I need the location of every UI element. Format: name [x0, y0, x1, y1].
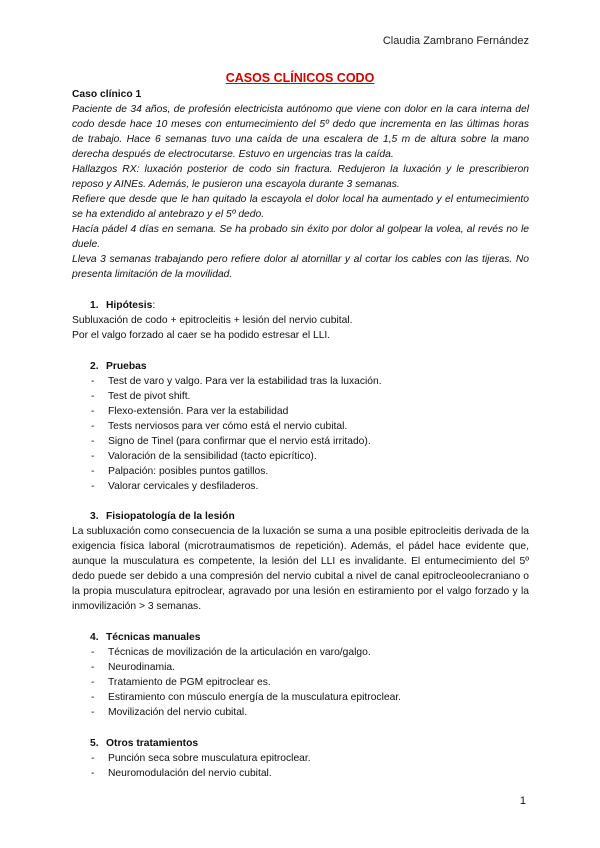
section-number: 1. [90, 300, 99, 311]
section-label: Técnicas manuales [106, 632, 201, 643]
section-pruebas [72, 359, 529, 494]
list-item: - Tratamiento de PGM epitroclear es. [72, 675, 529, 690]
list-item: - Test de varo y valgo. Para ver la estabilidad tras la luxación. [72, 374, 529, 389]
otros-list [72, 751, 529, 781]
section-number: 2. [90, 361, 99, 372]
document-title-text: CASOS CLÍNICOS CODO [225, 71, 375, 85]
document-body [72, 87, 529, 781]
section-fisiopatologia [72, 509, 529, 614]
list-item: - Neuromodulación del nervio cubital. [72, 766, 529, 781]
section-number: 4. [90, 632, 99, 643]
section-label: Pruebas [106, 361, 147, 372]
case-paragraph: Hacía pádel 4 días en semana. Se ha probado sin éxito por dolor al golpear la volea, al revés no le duele. [72, 224, 529, 250]
case-paragraph: Hallazgos RX: luxación posterior de codo sin fractura. Redujeron la luxación y le prescribieron reposo y AINEs. Además, le pusieron una escayola durante 3 semanas. [72, 164, 529, 190]
section-heading [72, 509, 529, 524]
list-item: - Estiramiento con músculo energía de la musculatura epitroclear. [72, 690, 529, 705]
case-paragraph: Lleva 3 semanas trabajando pero refiere dolor al atornillar y al cortar los cables con las tijeras. No presenta limitación de la movilidad. [72, 254, 529, 280]
page-number: 1 [519, 795, 526, 807]
case-paragraph: Refiere que desde que le han quitado la escayola el dolor local ha aumentado y el entumecimiento se ha extendido al antebrazo y el 5º dedo. [72, 194, 529, 220]
paragraph: La subluxación como consecuencia de la luxación se suma a una posible epitrocleitis derivada de la exigencia física laboral (microtraumatismos de repetición). Además, el pádel hace evidente que, aunque la musculatura es competente, la lesión del LLI es invalidante. El entumecimiento del 5º dedo puede ser debido a una compresión del nervio cubital a nivel de canal epitrocleoolecraniano o la propia musculatura epitroclear, agravado por una lesión en estiramiento por el valgo forzado y la inmovilización > 3 semanas. [72, 526, 529, 612]
section-heading [72, 359, 529, 374]
list-item: - Valorar cervicales y desfiladeros. [72, 479, 529, 494]
list-item: - Test de pivot shift. [72, 389, 529, 404]
list-item: - Técnicas de movilización de la articulación en varo/galgo. [72, 645, 529, 660]
list-item: - Neurodinamia. [72, 660, 529, 675]
section-text [72, 524, 529, 614]
section-number: 3. [90, 511, 99, 522]
section-tecnicas [72, 630, 529, 720]
section-label: Otros tratamientos [106, 738, 199, 749]
section-label-colon: : [152, 300, 156, 311]
tecnicas-list [72, 645, 529, 720]
section-text [72, 313, 529, 343]
list-item: - Tests nerviosos para ver cómo está el nervio cubital. [72, 419, 529, 434]
list-item: - Flexo-extensión. Para ver la estabilidad [72, 404, 529, 419]
section-heading [72, 630, 529, 645]
section-number: 5. [90, 738, 99, 749]
text-line: Subluxación de codo + epitrocleitis + lesión del nervio cubital. [72, 315, 353, 326]
section-label: Fisiopatología de la lesión [106, 511, 235, 522]
list-item: - Movilización del nervio cubital. [72, 705, 529, 720]
document-title [0, 71, 600, 85]
case-description [72, 102, 529, 282]
section-label: Hipótesis [106, 300, 153, 311]
case-paragraph: Paciente de 34 años, de profesión electricista autónomo que viene con dolor en la cara interna del codo desde hace 10 meses con entumecimiento del 5º dedo que incrementa en las últimas horas de trabajo. Hace 6 semanas tuvo una caída de una escalera de 1,5 m de altura sobre la mano derecha después de electrocutarse. Estuvo en urgencias tras la caída. [72, 104, 529, 160]
text-line: Por el valgo forzado al caer se ha podido estresar el LLI. [72, 330, 331, 341]
list-item: - Palpación: posibles puntos gatillos. [72, 464, 529, 479]
pruebas-list [72, 374, 529, 494]
section-hipotesis [72, 298, 529, 343]
list-item: - Valoración de la sensibilidad (tacto epicrítico). [72, 449, 529, 464]
list-item: - Punción seca sobre musculatura epitroclear. [72, 751, 529, 766]
section-otros [72, 736, 529, 781]
section-heading [72, 298, 529, 313]
header-author: Claudia Zambrano Fernández [382, 35, 529, 47]
case-title: Caso clínico 1 [72, 89, 142, 100]
list-item: - Signo de Tinel (para confirmar que el nervio está irritado). [72, 434, 529, 449]
section-heading [72, 736, 529, 751]
